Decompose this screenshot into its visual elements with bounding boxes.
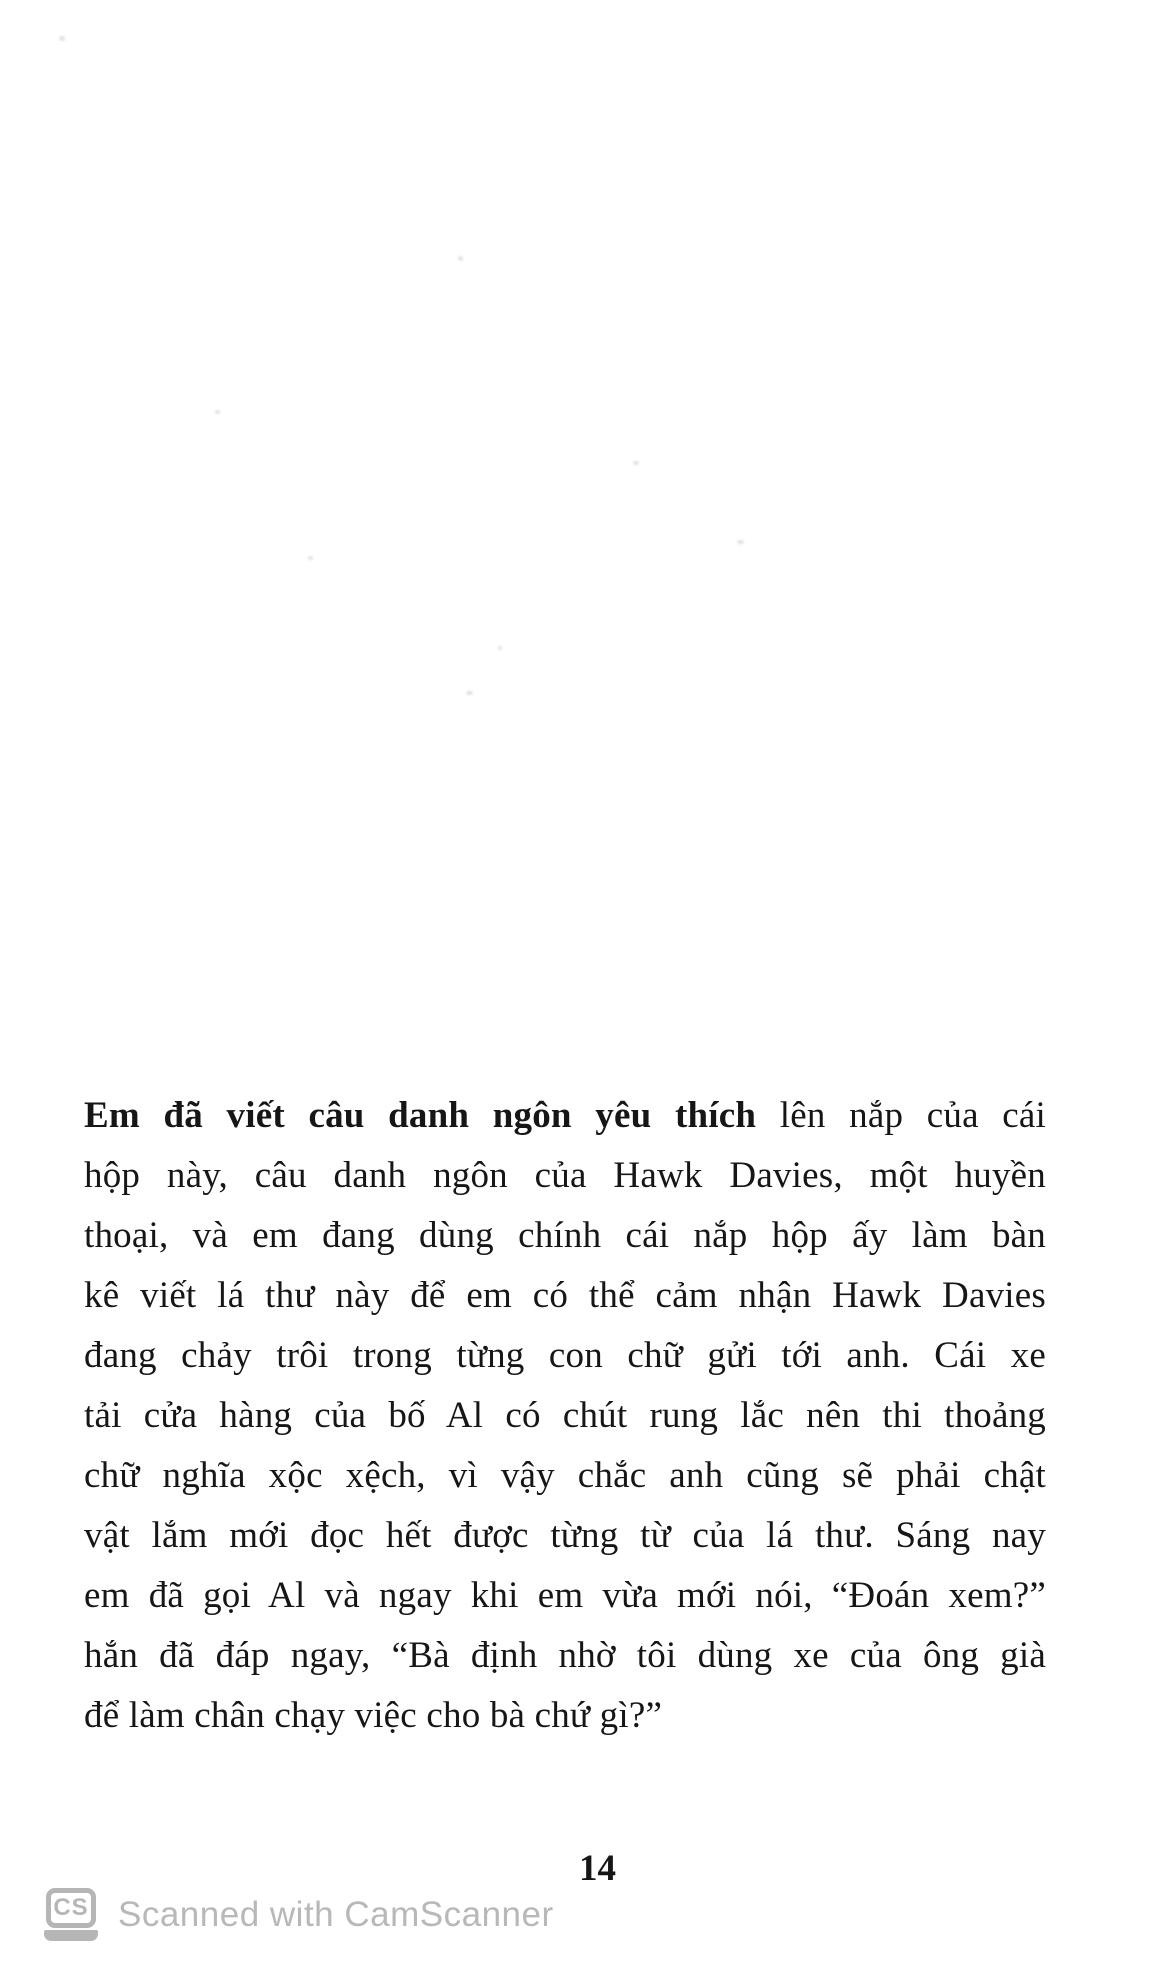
camscanner-logo-cs-text: CS [46,1888,96,1928]
paragraph-line: chữ nghĩa xộc xệch, vì vậy chắc anh cũng sẽ phải chật [84,1455,1046,1496]
camscanner-watermark [44,1888,554,1941]
paragraph-line: đang chảy trôi trong từng con chữ gửi tới anh. Cái xe [84,1335,1046,1376]
paragraph-line: thoại, và em đang dùng chính cái nắp hộp ấy làm bàn [84,1215,1046,1256]
paragraph-line: Em đã viết câu danh ngôn yêu thích lên nắp của cái [84,1095,1047,1136]
watermark-label: Scanned with CamScanner [118,1894,554,1934]
paragraph-line: kê viết lá thư này để em có thể cảm nhận Hawk Davies [84,1275,1046,1316]
camscanner-logo-icon [44,1888,98,1941]
scan-speck [498,646,502,650]
page-number: 14 [579,1848,616,1889]
paragraph-line: hộp này, câu danh ngôn của Hawk Davies, một huyền [84,1155,1046,1196]
paragraph-line: hắn đã đáp ngay, “Bà định nhờ tôi dùng xe của ông già [84,1635,1046,1676]
scan-speck [466,691,473,695]
paragraph [84,1086,1046,1746]
camscanner-logo-base [44,1930,98,1941]
scan-speck [59,36,65,41]
scan-speck [308,556,313,560]
paragraph-line: vật lắm mới đọc hết được từng từ của lá thư. Sáng nay [84,1515,1046,1556]
paragraph-line: em đã gọi Al và ngay khi em vừa mới nói, “Đoán xem?” [84,1575,1046,1616]
scan-speck [633,461,639,465]
scan-speck [215,410,220,414]
scan-speck [737,540,744,544]
scan-speck [458,256,463,261]
paragraph-line: để làm chân chạy việc cho bà chứ gì?” [84,1695,663,1736]
paragraph-line: tải cửa hàng của bố Al có chút rung lắc nên thi thoảng [84,1395,1046,1436]
